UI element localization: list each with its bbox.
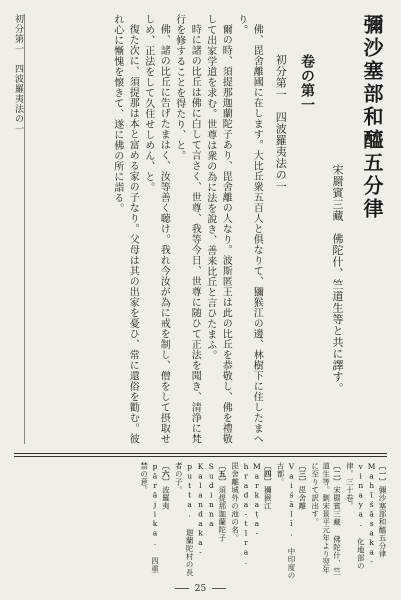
translator-line: 宋罽賓三藏 佛陀什、竺道生等と共に譯す。 — [331, 164, 344, 394]
body-paragraph-5: 復た次に、須提那は本と富める家の子なり。父母は其の出家を憂ひ、常に還俗を勸む。彼れ心に慚愧を懐きて、遂に佛の所に詣る。 — [111, 14, 139, 444]
footnote-item: 〔一〕彌沙塞部和醯五分律 Mahīśāsaka-vinaya. 化地部の律。三十卷。 — [345, 462, 387, 570]
chapter-heading: 初分第一 四波羅夷法の一 — [274, 54, 288, 192]
footnotes — [15, 462, 387, 580]
body-paragraph-3: 時に諸の比丘は佛に白して言さく、世尊、我等今日、世尊に随ひて正法を聞き、清浄に梵行を修することを得たり、と。 — [173, 14, 201, 444]
footnote-item: 〔六〕波羅夷 pārājika. 四重禁の意。 — [139, 462, 171, 573]
footnote-item: 〔四〕獼猴江 Markaṭa-hrada-tīra. 毘舍離城外の池の名。 — [230, 462, 273, 567]
running-head: 初分第一 四波羅夷法の一 — [13, 14, 23, 134]
sutra-title: 彌沙塞部和醯五分律 — [360, 14, 384, 221]
main-text-column — [15, 14, 387, 444]
volume-heading: 卷の第一 — [298, 54, 315, 112]
footnote-item: 〔二〕宋罽賓三藏 佛陀什、竺道生等。劉宋景平元年より翌年に至りて訳出す。 — [310, 462, 342, 576]
page-number: 25 — [0, 584, 401, 594]
footnote-divider — [14, 453, 387, 457]
footnote-item: 〔三〕毘舍離 Vaiśālī. 中印度の古都。 — [276, 462, 307, 580]
body-paragraph-4: 佛、諸の比丘に告げたまはく、汝等善く聴け。我れ今汝が為に戒を制し、僧をして摂取せしめ、正法をして久住せしめん、と。 — [142, 14, 170, 444]
body-paragraph-1: 佛、毘舍離國に在します。大比丘衆五百人と俱なりて、獼猴江の邊、林樹下に住したまへり。 — [235, 14, 263, 444]
body-paragraph-2: 爾の時、須提那迦蘭陀子あり、毘舍離の人なり。波斯匿王は此の比丘を恭敬し、佛を禮敬して出家学道を求む。世尊は衆の為に法を說き、善来比丘と言ひたまふ。 — [204, 14, 232, 444]
footnote-item: 〔五〕須提那迦蘭陀子 Sudinna Kalandaka-putta. 迦蘭陀村の長者の子。 — [174, 462, 227, 577]
margin-rule — [24, 14, 25, 444]
